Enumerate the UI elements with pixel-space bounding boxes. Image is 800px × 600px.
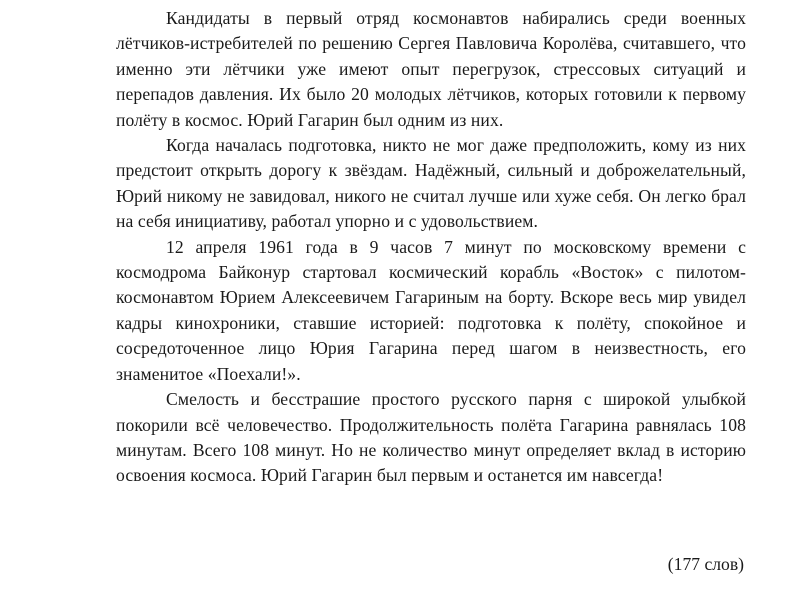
paragraph-4: Смелость и бесстрашие простого русского парня с широкой улыбкой покорили всё человечество. Продолжительность полёта Гагарина равнялась 108 минутам. Всего 108 минут. Но не количество минут определяет вклад в историю освоения космоса. Юрий Гагарин был первым и останется им навсегда!	[116, 389, 746, 486]
word-count: (177 слов)	[667, 554, 744, 574]
paragraph-3: 12 апреля 1961 года в 9 часов 7 минут по московскому времени с космодрома Байконур стартовал космический корабль «Восток» с пилотом-космонавтом Юрием Алексеевичем Гагариным на борту. Вскоре весь мир увидел кадры кинохроники, ставшие историей: подготовка к полёту, спокойное и сосредоточенное лицо Юрия Гагарина перед шагом в неизвестность, его знаменитое «Поехали!».	[116, 236, 746, 384]
paragraph-2: Когда началась подготовка, никто не мог даже предположить, кому из них предстоит открыть дорогу к звёздам. Надёжный, сильный и доброжелательный, Юрий никому не завидовал, никого не считал лучше или хуже себя. Он легко брал на себя инициативу, работал упорно и с удовольствием.	[116, 135, 746, 232]
paragraph-1: Кандидаты в первый отряд космонавтов набирались среди военных лётчиков-истребителей по решению Сергея Павловича Королёва, считавшего, что именно эти лётчики уже имеют опыт перегрузок, стрессовых ситуаций и перепадов давления. Их было 20 молодых лётчиков, которых готовили к первому полёту в космос. Юрий Гагарин был одним из них.	[116, 8, 746, 130]
document-text	[116, 6, 746, 489]
